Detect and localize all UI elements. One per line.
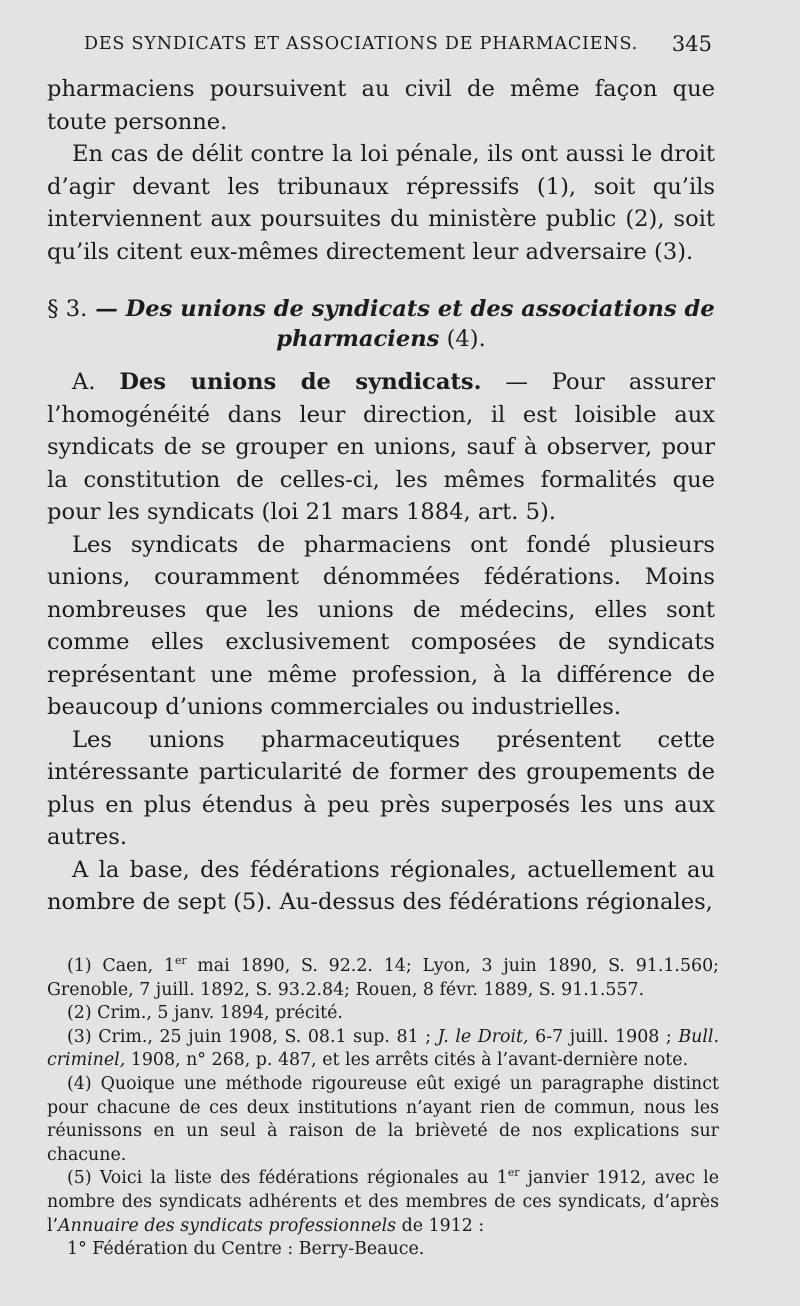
footnote-5-text-b: janvier 1912, avec le nombre des syndicats adhérents et des membres de ces syndicats, d’après l’: [47, 1168, 719, 1236]
page-number: 345: [671, 32, 712, 56]
footnote-1: [47, 955, 719, 1002]
footnote-3-text-b: 6-7 juill. 1908 ;: [528, 1026, 679, 1047]
footnote-2: (2) Crim., 5 janv. 1894, précité.: [67, 1003, 343, 1024]
subsection-label: A.: [72, 369, 96, 395]
footnote-1-text-b: mai 1890, S. 92.2. 14; Lyon, 3 juin 1890, S. 91.1.560; Grenoble, 7 juill. 1892, S. 93.2.84; Rouen, 8 févr. 1889, S. 91.1.557.: [47, 956, 719, 1000]
paragraph-federations: Les syndicats de pharmaciens ont fondé plusieurs unions, couramment dénommées fédérations. Moins nombreuses que les unions de médecins, elles sont comme elles exclusivement composées de syndicats représentant une même profession, à la différence de beaucoup d’unions commerciales ou industrielles.: [47, 531, 715, 720]
footnotes: [47, 955, 719, 1262]
footnote-1-text-a: (1) Caen, 1: [67, 956, 175, 976]
footnote-5: [47, 1167, 719, 1238]
paragraph-continuation: pharmaciens poursuivent au civil de même façon que toute personne.: [47, 76, 715, 135]
subsection-text: — Pour assurer l’homogénéité dans leur direction, il est loisible aux syndicats de se grouper en unions, sauf à observer, pour la constitution de celles-ci, les mêmes formalités que pour les syndicats (loi 21 mars 1884, art. 5).: [47, 369, 715, 525]
footnote-3-bulletin: Bull. criminel,: [47, 1026, 719, 1071]
section-dash: —: [87, 296, 118, 322]
footnote-5-annuaire: Annuaire des syndicats professionnels: [58, 1215, 397, 1236]
footnote-3-journal: J. le Droit,: [437, 1026, 529, 1047]
footnote-list-item: 1° Fédération du Centre : Berry-Beauce.: [67, 1239, 425, 1260]
section-title-text: Des unions de syndicats et des associations de pharmaciens: [125, 296, 715, 352]
running-title: DES SYNDICATS ET ASSOCIATIONS DE PHARMACIENS.: [84, 34, 638, 54]
paragraph-delit: En cas de délit contre la loi pénale, ils ont aussi le droit d’agir devant les tribunaux répressifs (1), soit qu’ils interviennent aux poursuites du ministère public (2), soit qu’ils citent eux-mêmes directement leur adversaire (3).: [47, 141, 715, 265]
footnote-4: (4) Quoique une méthode rigoureuse eût exigé un paragraphe distinct pour chacune de ces deux institutions n’ayant rien de commun, nous les réunissons en un seul à raison de la brièveté de nos explications sur chacune.: [47, 1073, 719, 1165]
section-footnote-ref: (4).: [439, 326, 486, 352]
footnote-5-text-a: (5) Voici la liste des fédérations régionales au 1: [67, 1168, 508, 1189]
subsection-heading: Des unions de syndicats.: [119, 369, 482, 395]
main-text: [47, 73, 715, 919]
footnote-3-text-a: (3) Crim., 25 juin 1908, S. 08.1 sup. 81 ;: [67, 1026, 438, 1047]
footnote-3: [47, 1026, 719, 1073]
section-heading: [47, 294, 715, 354]
footnote-5-text-c: de 1912 :: [396, 1215, 485, 1236]
paragraph-particularite: Les unions pharmaceutiques présentent cette intéressante particularité de former des groupements de plus en plus étendus à peu près superposés les uns aux autres.: [47, 726, 715, 850]
footnote-1-sup: er: [174, 954, 187, 968]
section-symbol: § 3.: [47, 296, 88, 322]
paragraph-base: A la base, des fédérations régionales, actuellement au nombre de sept (5). Au-dessus des fédérations régionales,: [47, 856, 715, 915]
footnote-3-text-c: 1908, n° 268, p. 487, et les arrêts cités à l’avant-dernière note.: [125, 1050, 689, 1071]
footnote-5-sup: er: [507, 1166, 520, 1180]
paragraph-unions: [47, 366, 715, 529]
running-header: [84, 34, 712, 54]
